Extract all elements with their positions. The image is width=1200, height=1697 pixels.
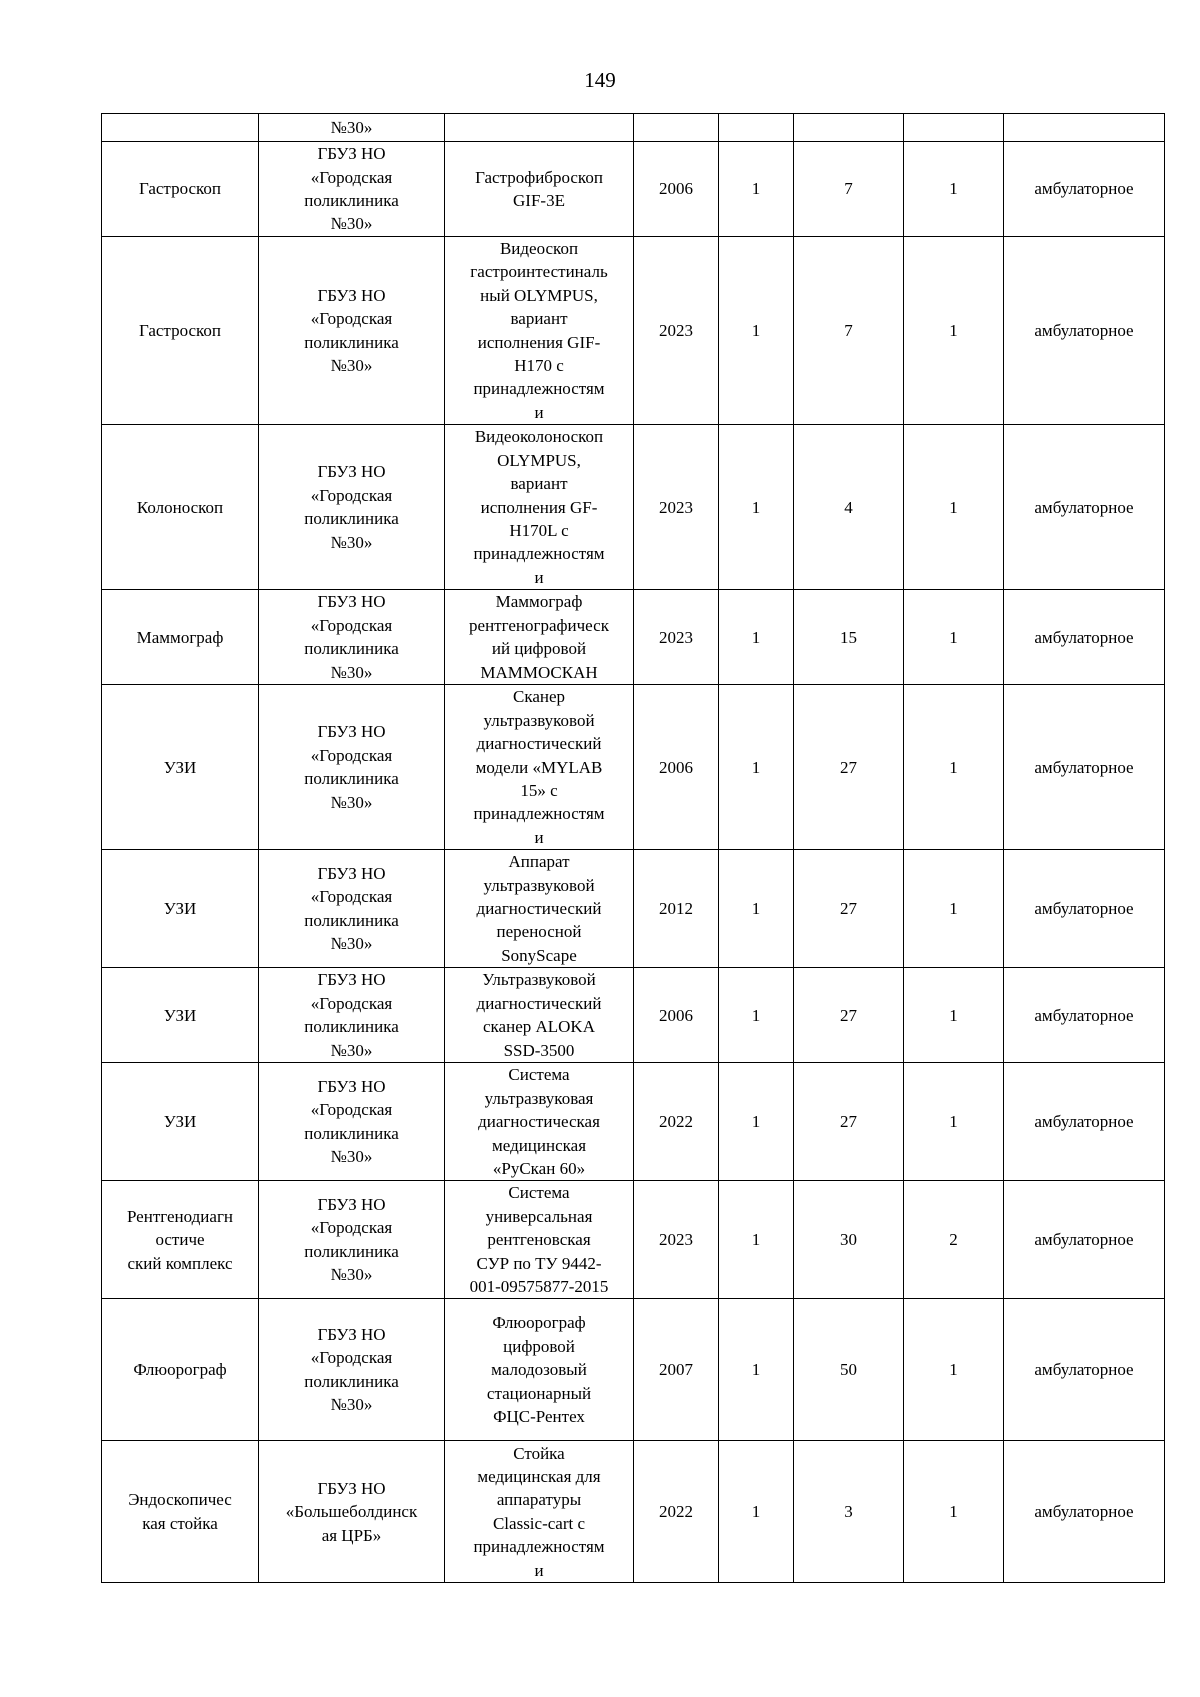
cell-care-type: амбулаторное: [1004, 1181, 1165, 1299]
table-row: [102, 1441, 1165, 1583]
cell-care-type: амбулаторное: [1004, 1299, 1165, 1441]
table-row: [102, 590, 1165, 685]
cell-col7: 1: [904, 237, 1004, 425]
cell-year: 2023: [634, 237, 719, 425]
cell-model: Гастрофиброскоп GIF-3E: [445, 142, 634, 237]
cell-organization: ГБУЗ НО «Городская поликлиника №30»: [259, 142, 445, 237]
table-row: [102, 968, 1165, 1063]
cell-quantity: 1: [719, 590, 794, 685]
cell-equipment-name: Маммограф: [102, 590, 259, 685]
cell-col6: 30: [794, 1181, 904, 1299]
table-row: [102, 1181, 1165, 1299]
cell-equipment-name: Эндоскопичес кая стойка: [102, 1441, 259, 1583]
cell-model: Аппарат ультразвуковой диагностический переносной SonyScape: [445, 850, 634, 968]
cell-col7: 1: [904, 685, 1004, 850]
table-row-continuation: [102, 114, 1165, 142]
equipment-table: [101, 113, 1165, 1583]
equipment-table-body: [102, 114, 1165, 1583]
cell-care-type: [1004, 114, 1165, 142]
cell-col7: 1: [904, 850, 1004, 968]
cell-year: 2022: [634, 1063, 719, 1181]
cell-quantity: 1: [719, 1063, 794, 1181]
cell-quantity: 1: [719, 1441, 794, 1583]
cell-organization: ГБУЗ НО «Городская поликлиника №30»: [259, 1063, 445, 1181]
cell-equipment-name: Гастроскоп: [102, 237, 259, 425]
cell-equipment-name: Гастроскоп: [102, 142, 259, 237]
cell-year: 2006: [634, 685, 719, 850]
cell-care-type: амбулаторное: [1004, 1063, 1165, 1181]
cell-year: 2023: [634, 1181, 719, 1299]
cell-organization: №30»: [259, 114, 445, 142]
cell-col7: 1: [904, 590, 1004, 685]
cell-equipment-name: [102, 114, 259, 142]
cell-quantity: 1: [719, 425, 794, 590]
cell-col6: 7: [794, 142, 904, 237]
cell-quantity: [719, 114, 794, 142]
cell-care-type: амбулаторное: [1004, 850, 1165, 968]
cell-col6: 50: [794, 1299, 904, 1441]
cell-equipment-name: УЗИ: [102, 968, 259, 1063]
cell-model: Видеоколоноскоп OLYMPUS, вариант исполнения GF- H170L с принадлежностям и: [445, 425, 634, 590]
cell-col7: 1: [904, 1299, 1004, 1441]
cell-organization: ГБУЗ НО «Городская поликлиника №30»: [259, 1299, 445, 1441]
cell-model: Маммограф рентгенографическ ий цифровой МАММОСКАН: [445, 590, 634, 685]
cell-model: Флюорограф цифровой малодозовый стационарный ФЦС-Рентех: [445, 1299, 634, 1441]
table-row: [102, 237, 1165, 425]
cell-year: 2022: [634, 1441, 719, 1583]
cell-quantity: 1: [719, 142, 794, 237]
cell-care-type: амбулаторное: [1004, 685, 1165, 850]
cell-care-type: амбулаторное: [1004, 237, 1165, 425]
cell-col6: 27: [794, 1063, 904, 1181]
cell-col7: [904, 114, 1004, 142]
cell-quantity: 1: [719, 1299, 794, 1441]
cell-model: Система универсальная рентгеновская СУР по ТУ 9442- 001-09575877-2015: [445, 1181, 634, 1299]
cell-organization: ГБУЗ НО «Большеболдинск ая ЦРБ»: [259, 1441, 445, 1583]
cell-quantity: 1: [719, 1181, 794, 1299]
cell-care-type: амбулаторное: [1004, 142, 1165, 237]
cell-col6: 15: [794, 590, 904, 685]
cell-organization: ГБУЗ НО «Городская поликлиника №30»: [259, 1181, 445, 1299]
cell-year: 2023: [634, 590, 719, 685]
page-number: 149: [584, 68, 616, 92]
cell-equipment-name: УЗИ: [102, 685, 259, 850]
cell-year: 2007: [634, 1299, 719, 1441]
cell-col7: 1: [904, 142, 1004, 237]
table-row: [102, 1063, 1165, 1181]
cell-quantity: 1: [719, 968, 794, 1063]
cell-year: 2006: [634, 142, 719, 237]
cell-care-type: амбулаторное: [1004, 968, 1165, 1063]
cell-col7: 1: [904, 1441, 1004, 1583]
cell-organization: ГБУЗ НО «Городская поликлиника №30»: [259, 968, 445, 1063]
cell-col6: 27: [794, 685, 904, 850]
cell-col7: 1: [904, 425, 1004, 590]
cell-col7: 1: [904, 968, 1004, 1063]
cell-organization: ГБУЗ НО «Городская поликлиника №30»: [259, 425, 445, 590]
table-row: [102, 850, 1165, 968]
table-row: [102, 1299, 1165, 1441]
cell-organization: ГБУЗ НО «Городская поликлиника №30»: [259, 850, 445, 968]
cell-equipment-name: УЗИ: [102, 850, 259, 968]
cell-col6: 7: [794, 237, 904, 425]
table-row: [102, 142, 1165, 237]
cell-col6: 4: [794, 425, 904, 590]
cell-year: 2006: [634, 968, 719, 1063]
table-row: [102, 685, 1165, 850]
cell-col6: [794, 114, 904, 142]
cell-organization: ГБУЗ НО «Городская поликлиника №30»: [259, 590, 445, 685]
cell-equipment-name: УЗИ: [102, 1063, 259, 1181]
table-row: [102, 425, 1165, 590]
cell-col7: 2: [904, 1181, 1004, 1299]
cell-col6: 27: [794, 850, 904, 968]
cell-quantity: 1: [719, 237, 794, 425]
cell-model: Стойка медицинская для аппаратуры Classic-cart с принадлежностям и: [445, 1441, 634, 1583]
cell-model: Видеоскоп гастроинтестиналь ный OLYMPUS, вариант исполнения GIF- H170 с принадлежностям и: [445, 237, 634, 425]
cell-equipment-name: Флюорограф: [102, 1299, 259, 1441]
cell-model: [445, 114, 634, 142]
cell-care-type: амбулаторное: [1004, 590, 1165, 685]
cell-quantity: 1: [719, 685, 794, 850]
cell-col6: 3: [794, 1441, 904, 1583]
cell-organization: ГБУЗ НО «Городская поликлиника №30»: [259, 237, 445, 425]
cell-equipment-name: Колоноскоп: [102, 425, 259, 590]
cell-year: 2023: [634, 425, 719, 590]
cell-col7: 1: [904, 1063, 1004, 1181]
cell-year: 2012: [634, 850, 719, 968]
cell-col6: 27: [794, 968, 904, 1063]
cell-care-type: амбулаторное: [1004, 425, 1165, 590]
cell-care-type: амбулаторное: [1004, 1441, 1165, 1583]
cell-equipment-name: Рентгенодиагн остиче ский комплекс: [102, 1181, 259, 1299]
cell-model: Сканер ультразвуковой диагностический модели «MYLAB 15» с принадлежностям и: [445, 685, 634, 850]
cell-model: Система ультразвуковая диагностическая медицинская «РуСкан 60»: [445, 1063, 634, 1181]
cell-year: [634, 114, 719, 142]
cell-organization: ГБУЗ НО «Городская поликлиника №30»: [259, 685, 445, 850]
cell-quantity: 1: [719, 850, 794, 968]
cell-model: Ультразвуковой диагностический сканер ALOKA SSD-3500: [445, 968, 634, 1063]
